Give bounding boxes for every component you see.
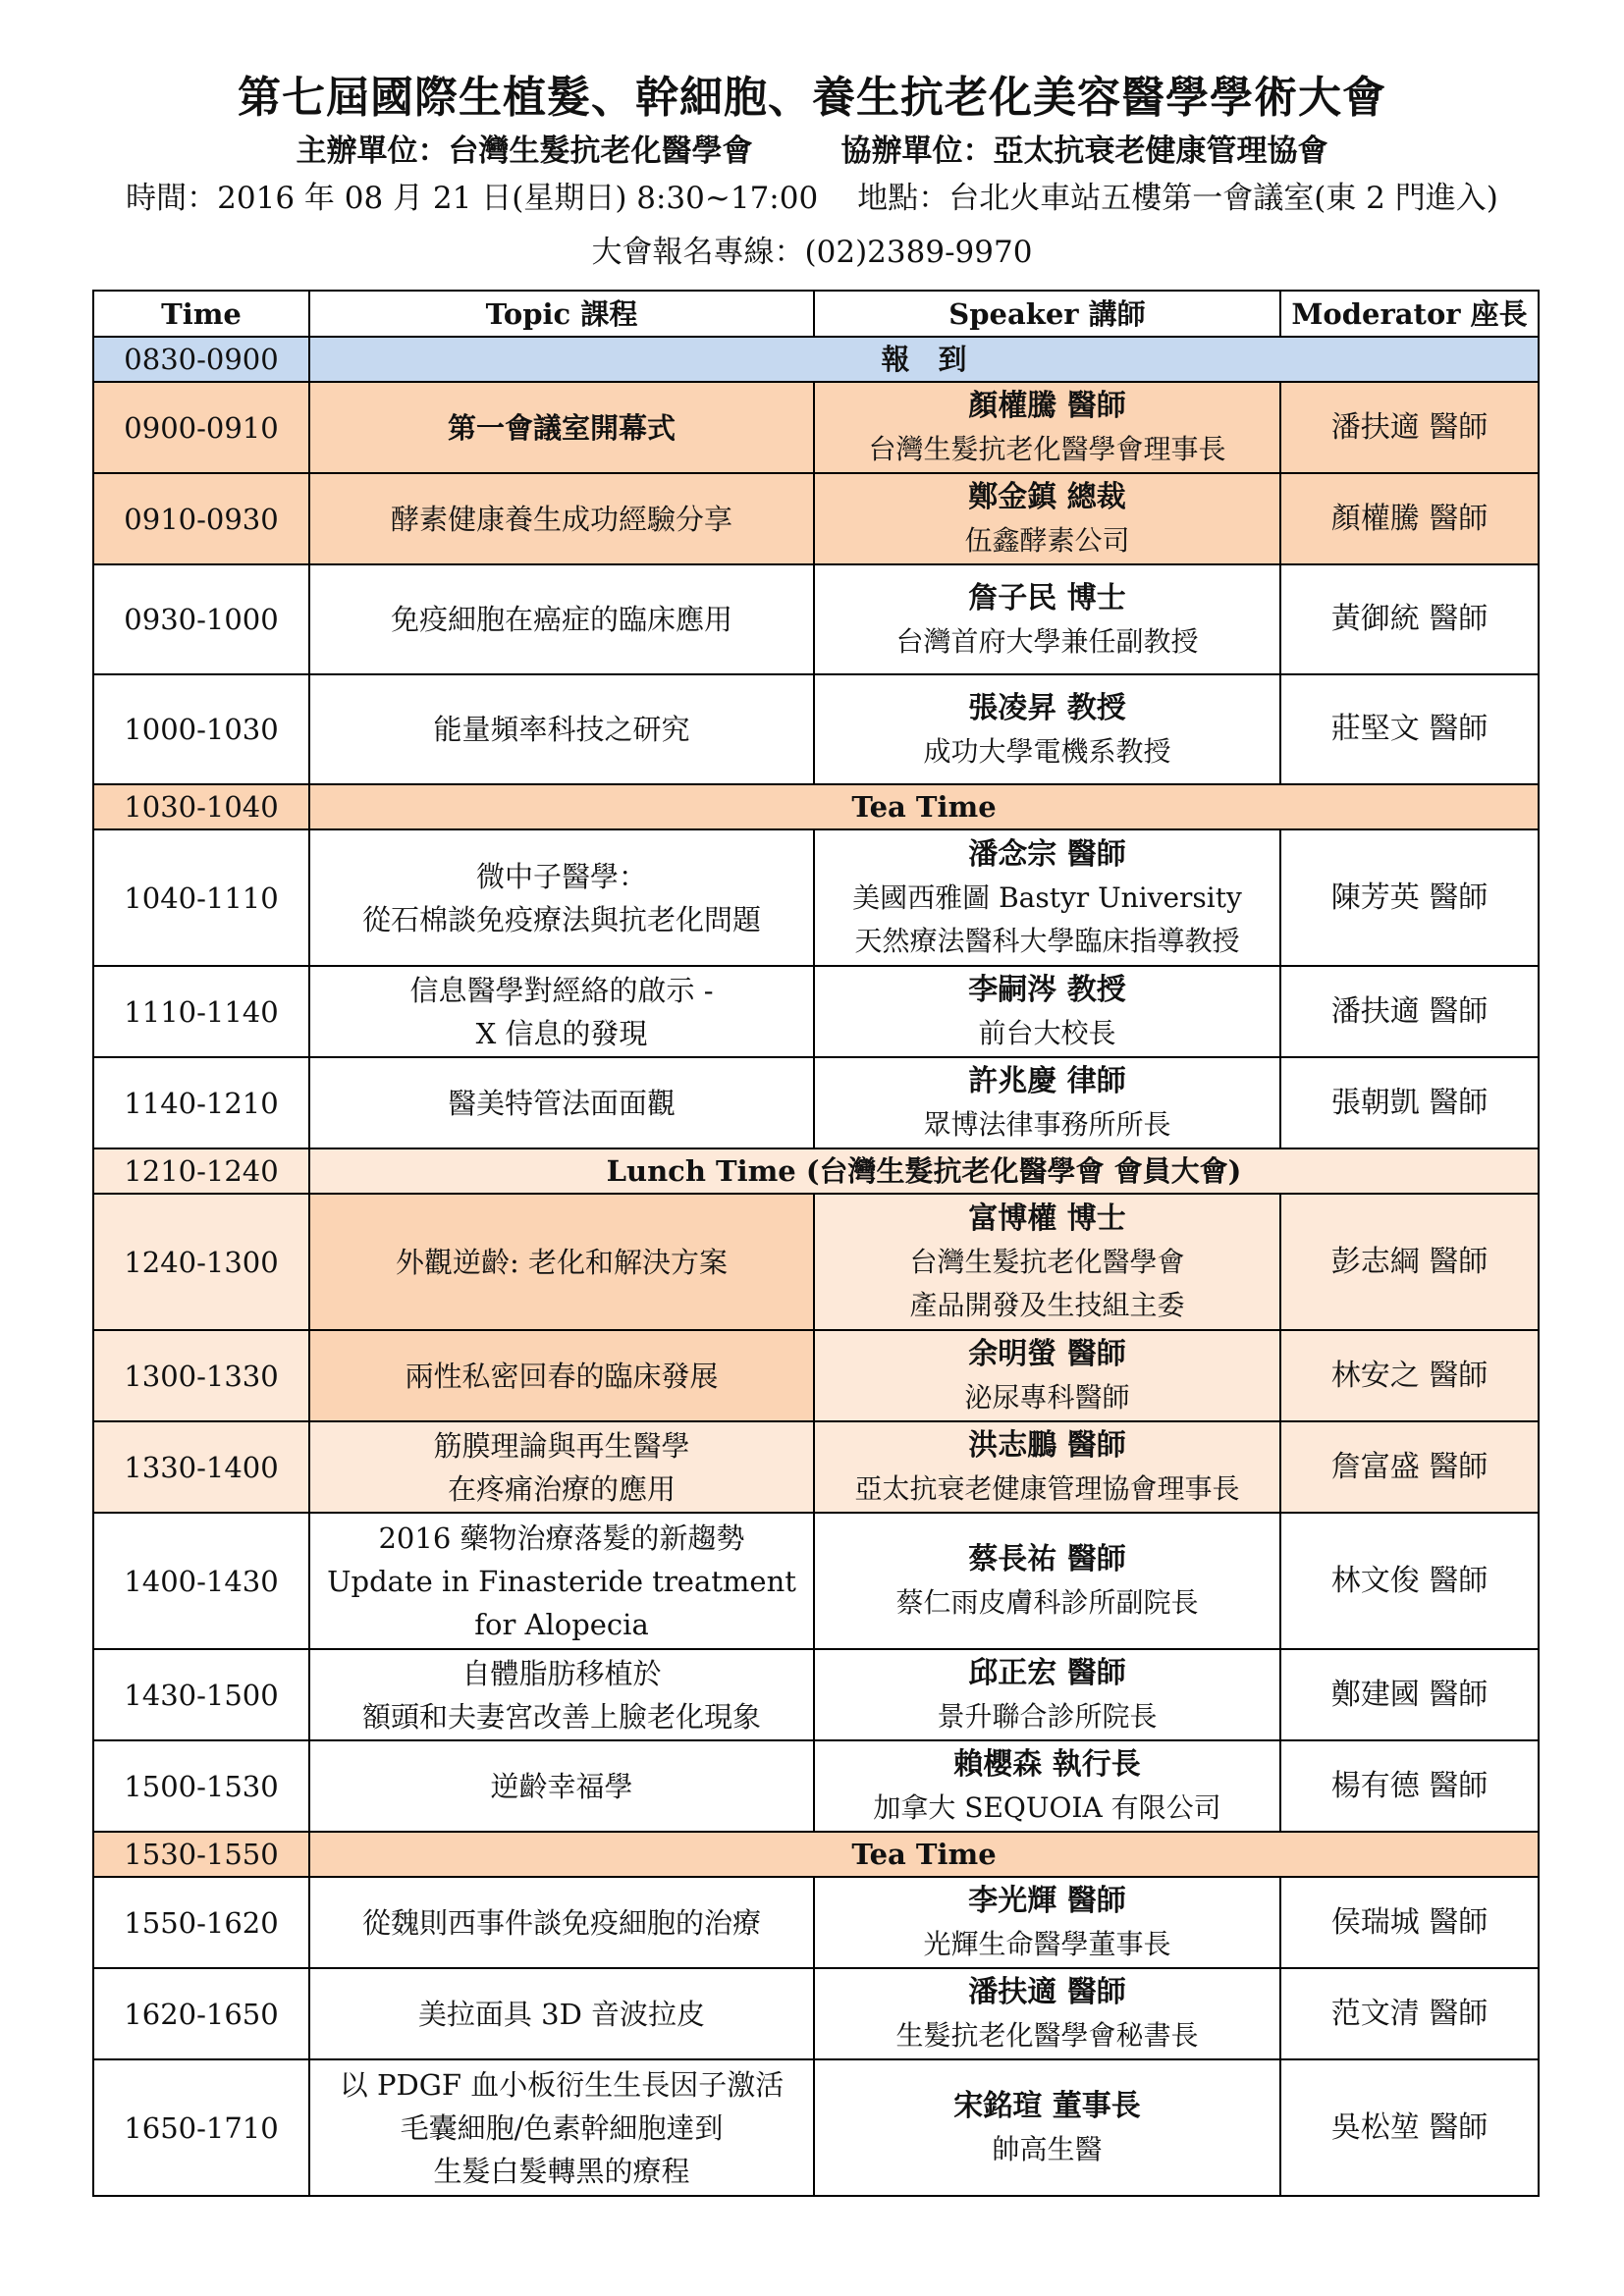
moderator-cell: 林文俊 醫師 <box>1280 1513 1539 1649</box>
table-row <box>93 1832 1539 1877</box>
column-header-topic: Topic 課程 <box>309 291 814 337</box>
table-row <box>93 564 1539 674</box>
time-cell: 1030-1040 <box>93 784 309 829</box>
speaker-name: 宋銘瑄 董事長 <box>953 2089 1141 2123</box>
table-row <box>93 1740 1539 1832</box>
topic-cell <box>309 966 814 1057</box>
moderator-cell: 楊有德 醫師 <box>1280 1740 1539 1832</box>
moderator-cell: 彭志綱 醫師 <box>1280 1194 1539 1330</box>
speaker-cell <box>814 829 1280 966</box>
moderator-cell: 張朝凱 醫師 <box>1280 1057 1539 1148</box>
topic-cell <box>309 674 814 784</box>
topic-line: 微中子醫學： <box>475 859 647 893</box>
topic-line: 從魏則西事件談免疫細胞的治療 <box>361 1905 761 1940</box>
speaker-name: 余明螢 醫師 <box>968 1337 1126 1371</box>
table-header-row <box>93 291 1539 337</box>
topic-line: 筋膜理論與再生醫學 <box>433 1428 690 1463</box>
speaker-affiliation: 台灣生髮抗老化醫學會理事長 <box>868 433 1226 465</box>
topic-line: 毛囊細胞/色素幹細胞達到 <box>400 2110 724 2145</box>
speaker-cell <box>814 1740 1280 1832</box>
time-cell: 1430-1500 <box>93 1649 309 1740</box>
time-cell: 1300-1330 <box>93 1330 309 1421</box>
moderator-cell: 莊堅文 醫師 <box>1280 674 1539 784</box>
topic-cell <box>309 1649 814 1740</box>
time-cell: 1400-1430 <box>93 1513 309 1649</box>
speaker-affiliation: 前台大校長 <box>978 1017 1116 1049</box>
speaker-cell <box>814 1877 1280 1968</box>
topic-cell <box>309 1330 814 1421</box>
topic-line: 外觀逆齡: 老化和解決方案 <box>396 1245 728 1279</box>
break-cell: Tea Time <box>309 784 1539 829</box>
speaker-cell <box>814 1649 1280 1740</box>
organizers-line <box>0 130 1624 173</box>
time-cell: 1040-1110 <box>93 829 309 966</box>
speaker-cell <box>814 382 1280 473</box>
speaker-affiliation: 泌尿專科醫師 <box>964 1381 1130 1414</box>
time-cell: 1550-1620 <box>93 1877 309 1968</box>
speaker-cell <box>814 1057 1280 1148</box>
topic-line: 第一會議室開幕式 <box>447 410 676 445</box>
speaker-name: 蔡長祐 醫師 <box>968 1542 1126 1576</box>
speaker-affiliation: 蔡仁雨皮膚科診所副院長 <box>895 1586 1199 1619</box>
lunch-cell: Lunch Time (台灣生髮抗老化醫學會 會員大會) <box>309 1148 1539 1194</box>
topic-line: 醫美特管法面面觀 <box>447 1086 676 1120</box>
topic-line: Update in Finasteride treatment <box>327 1564 796 1598</box>
topic-line: 兩性私密回春的臨床發展 <box>405 1359 719 1393</box>
speaker-affiliation: 亞太抗衰老健康管理協會理事長 <box>854 1472 1240 1505</box>
topic-cell <box>309 473 814 564</box>
topic-cell <box>309 2059 814 2196</box>
topic-cell <box>309 1421 814 1513</box>
moderator-cell: 吳松堃 醫師 <box>1280 2059 1539 2196</box>
topic-cell <box>309 382 814 473</box>
column-header-speaker: Speaker 講師 <box>814 291 1280 337</box>
speaker-name: 李嗣涔 教授 <box>968 973 1126 1007</box>
speaker-cell <box>814 1330 1280 1421</box>
speaker-name: 潘念宗 醫師 <box>968 837 1126 872</box>
speaker-cell <box>814 966 1280 1057</box>
speaker-name: 張凌昇 教授 <box>968 690 1126 725</box>
topic-line: 免疫細胞在癌症的臨床應用 <box>390 603 732 636</box>
topic-cell <box>309 1968 814 2059</box>
moderator-cell: 顏權騰 醫師 <box>1280 473 1539 564</box>
time-cell: 0900-0910 <box>93 382 309 473</box>
moderator-cell: 林安之 醫師 <box>1280 1330 1539 1421</box>
table-row <box>93 1649 1539 1740</box>
table-row <box>93 1330 1539 1421</box>
time-cell: 1530-1550 <box>93 1832 309 1877</box>
table-row <box>93 966 1539 1057</box>
registration-cell: 報 到 <box>309 337 1539 382</box>
topic-cell <box>309 1513 814 1649</box>
moderator-cell: 范文清 醫師 <box>1280 1968 1539 2059</box>
time-cell: 1240-1300 <box>93 1194 309 1330</box>
topic-cell <box>309 829 814 966</box>
topic-line: 信息醫學對經絡的啟示 - <box>409 973 714 1007</box>
organizer: 主辦單位：台灣生髮抗老化醫學會 <box>296 133 753 169</box>
topic-line: X 信息的發現 <box>475 1016 648 1050</box>
table-row <box>93 1513 1539 1649</box>
speaker-name: 洪志鵬 醫師 <box>968 1428 1126 1463</box>
speaker-name: 詹子民 博士 <box>968 580 1126 615</box>
moderator-cell: 黃御統 醫師 <box>1280 564 1539 674</box>
speaker-affiliation: 台灣首府大學兼任副教授 <box>895 624 1199 658</box>
break-cell: Tea Time <box>309 1832 1539 1877</box>
speaker-name: 潘扶適 醫師 <box>968 1975 1126 2009</box>
column-header-moderator: Moderator 座長 <box>1280 291 1539 337</box>
speaker-cell <box>814 1194 1280 1330</box>
speaker-name: 鄭金鎮 總裁 <box>968 480 1126 514</box>
speaker-affiliation: 台灣生髮抗老化醫學會 <box>909 1246 1185 1278</box>
table-row <box>93 1421 1539 1513</box>
topic-line: 額頭和夫妻宮改善上臉老化現象 <box>361 1699 761 1734</box>
table-row <box>93 1968 1539 2059</box>
speaker-name: 富博權 博士 <box>968 1201 1126 1236</box>
table-row <box>93 382 1539 473</box>
speaker-name: 李光輝 醫師 <box>968 1884 1126 1918</box>
speaker-name: 顏權騰 醫師 <box>968 389 1126 423</box>
speaker-affiliation: 帥高生醫 <box>992 2133 1103 2165</box>
topic-cell <box>309 564 814 674</box>
time-cell: 1500-1530 <box>93 1740 309 1832</box>
topic-line: 逆齡幸福學 <box>490 1769 633 1803</box>
event-time: 時間：2016 年 08 月 21 日(星期日) 8:30~17:00 <box>126 181 819 216</box>
speaker-cell <box>814 1968 1280 2059</box>
speaker-affiliation: 美國西雅圖 Bastyr University <box>852 881 1242 914</box>
speaker-cell <box>814 674 1280 784</box>
moderator-cell: 潘扶適 醫師 <box>1280 966 1539 1057</box>
topic-cell <box>309 1057 814 1148</box>
topic-line: 自體脂肪移植於 <box>461 1656 662 1690</box>
time-venue-line <box>0 177 1624 220</box>
topic-line: 從石棉談免疫療法與抗老化問題 <box>361 902 761 936</box>
time-cell: 1140-1210 <box>93 1057 309 1148</box>
speaker-affiliation: 成功大學電機系教授 <box>923 734 1171 768</box>
speaker-cell <box>814 473 1280 564</box>
topic-line: for Alopecia <box>474 1607 649 1641</box>
table-row <box>93 337 1539 382</box>
table-row <box>93 2059 1539 2196</box>
table-row <box>93 1877 1539 1968</box>
time-cell: 0830-0900 <box>93 337 309 382</box>
speaker-affiliation: 景升聯合診所院長 <box>937 1700 1158 1733</box>
time-cell: 0910-0930 <box>93 473 309 564</box>
topic-line: 2016 藥物治療落髮的新趨勢 <box>378 1521 745 1555</box>
topic-line: 在疼痛治療的應用 <box>447 1471 676 1506</box>
moderator-cell: 陳芳英 醫師 <box>1280 829 1539 966</box>
topic-line: 生髮白髮轉黑的療程 <box>433 2154 690 2188</box>
time-cell: 1210-1240 <box>93 1148 309 1194</box>
speaker-cell <box>814 1513 1280 1649</box>
speaker-name: 邱正宏 醫師 <box>968 1656 1126 1690</box>
speaker-cell <box>814 564 1280 674</box>
moderator-cell: 侯瑞城 醫師 <box>1280 1877 1539 1968</box>
topic-line: 酵素健康養生成功經驗分享 <box>390 502 732 536</box>
speaker-name: 許兆慶 律師 <box>968 1064 1126 1098</box>
time-cell: 1650-1710 <box>93 2059 309 2196</box>
table-row <box>93 1148 1539 1194</box>
speaker-affiliation: 眾博法律事務所所長 <box>923 1108 1171 1141</box>
topic-cell <box>309 1194 814 1330</box>
topic-line: 美拉面具 3D 音波拉皮 <box>417 1997 706 2031</box>
topic-cell <box>309 1740 814 1832</box>
registration-hotline: 大會報名專線：(02)2389-9970 <box>591 235 1033 270</box>
speaker-cell <box>814 2059 1280 2196</box>
conference-title: 第七屆國際生植髮、幹細胞、養生抗老化美容醫學學術大會 <box>238 73 1386 123</box>
moderator-cell: 詹富盛 醫師 <box>1280 1421 1539 1513</box>
speaker-affiliation: 光輝生命醫學董事長 <box>923 1928 1171 1960</box>
speaker-name: 賴櫻森 執行長 <box>953 1747 1141 1782</box>
table-row <box>93 674 1539 784</box>
topic-cell <box>309 1877 814 1968</box>
table-row <box>93 784 1539 829</box>
time-cell: 1620-1650 <box>93 1968 309 2059</box>
speaker-affiliation: 伍鑫酵素公司 <box>964 524 1130 557</box>
schedule-table <box>92 290 1540 2197</box>
co-organizer: 協辦單位：亞太抗衰老健康管理協會 <box>840 133 1328 169</box>
time-cell: 0930-1000 <box>93 564 309 674</box>
speaker-affiliation: 加拿大 SEQUOIA 有限公司 <box>873 1791 1221 1824</box>
moderator-cell: 潘扶適 醫師 <box>1280 382 1539 473</box>
moderator-cell: 鄭建國 醫師 <box>1280 1649 1539 1740</box>
table-row <box>93 1194 1539 1330</box>
column-header-time: Time <box>93 291 309 337</box>
time-cell: 1330-1400 <box>93 1421 309 1513</box>
event-venue: 地點：台北火車站五樓第一會議室(東 2 門進入) <box>857 181 1498 216</box>
table-row <box>93 1057 1539 1148</box>
time-cell: 1110-1140 <box>93 966 309 1057</box>
speaker-affiliation: 天然療法醫科大學臨床指導教授 <box>854 925 1240 957</box>
topic-line: 以 PDGF 血小板衍生生長因子激活 <box>339 2067 785 2102</box>
table-row <box>93 829 1539 966</box>
table-row <box>93 473 1539 564</box>
topic-line: 能量頻率科技之研究 <box>433 713 690 746</box>
speaker-cell <box>814 1421 1280 1513</box>
speaker-affiliation: 產品開發及生技組主委 <box>909 1289 1185 1321</box>
time-cell: 1000-1030 <box>93 674 309 784</box>
speaker-affiliation: 生髮抗老化醫學會秘書長 <box>895 2019 1199 2052</box>
